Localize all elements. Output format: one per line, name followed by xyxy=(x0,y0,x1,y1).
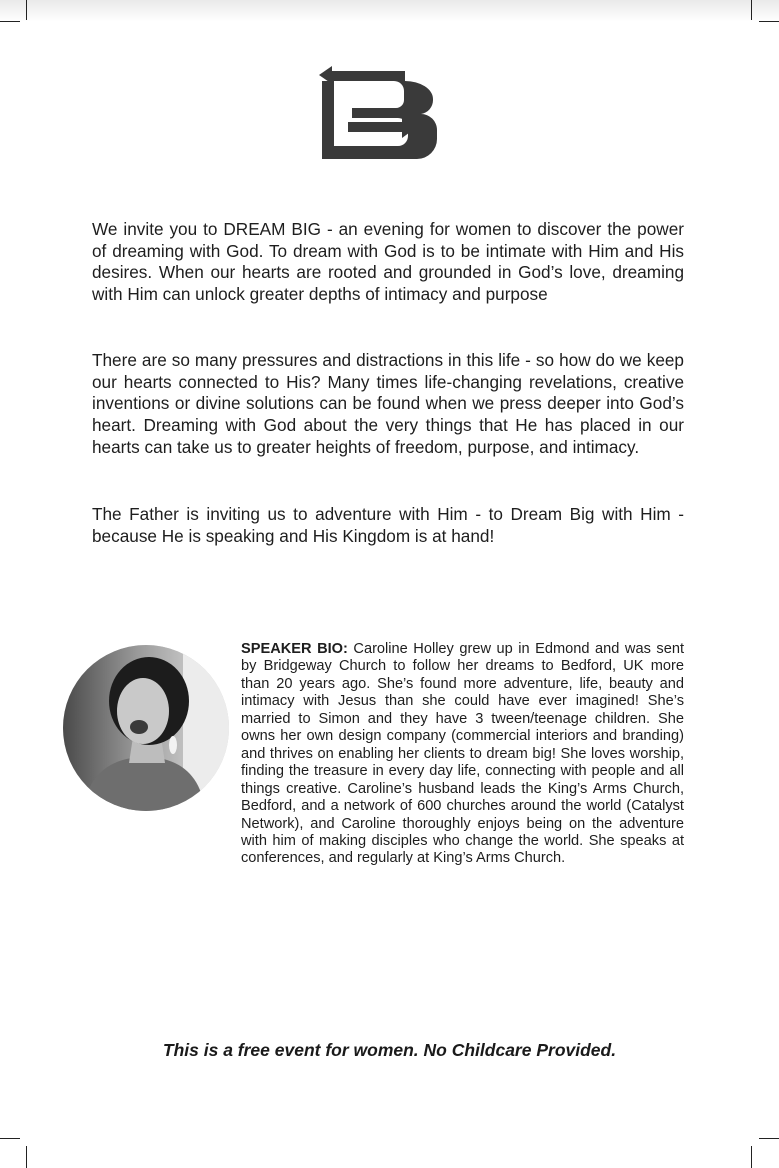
b-arrow-logo-icon xyxy=(318,64,442,160)
intro-paragraph-3: The Father is inviting us to adventure with Him - to Dream Big with Him - because He is speaking and His Kingdom is at hand! xyxy=(92,504,684,546)
crop-mark-top-left-h xyxy=(0,21,20,22)
speaker-photo xyxy=(63,645,229,811)
crop-mark-bottom-left-v xyxy=(26,1146,27,1168)
crop-mark-top-right-v xyxy=(751,0,752,20)
intro-paragraph-2: There are so many pressures and distractions in this life - so how do we keep our hearts connected to His? Many times life-changing revelations, creative inventions or divine solutions can be found when we press deeper into God’s heart. Dreaming with God about the very things that He has placed in our hearts can take us to greater heights of freedom, purpose, and intimacy. xyxy=(92,350,684,457)
crop-mark-top-left-v xyxy=(26,0,27,20)
speaker-bio-label: SPEAKER BIO: xyxy=(241,641,348,657)
crop-mark-top-right-h xyxy=(759,21,779,22)
top-shade xyxy=(0,0,779,22)
crop-mark-bottom-left-h xyxy=(0,1138,20,1139)
speaker-bio xyxy=(241,641,684,868)
crop-mark-bottom-right-h xyxy=(759,1138,779,1139)
crop-mark-bottom-right-v xyxy=(751,1146,752,1168)
logo xyxy=(318,64,442,160)
intro-paragraph-1: We invite you to DREAM BIG - an evening for women to discover the power of dreaming with God. To dream with God is to be intimate with Him and His desires. When our hearts are rooted and grounded in God’s love, dreaming with Him can unlock greater depths of intimacy and purpose xyxy=(92,219,684,305)
footer-note: This is a free event for women. No Childcare Provided. xyxy=(162,1040,617,1060)
speaker-bio-text: Caroline Holley grew up in Edmond and was sent by Bridgeway Church to follow her dreams to Bedford, UK more than 20 years ago. She’s found more adventure, life, beauty and intimacy with Jesus than she could have ever imagined! She’s married to Simon and they have 3 tween/teenage children. She owns her own design company (commercial interiors and branding) and thrives on enabling her clients to dream big! She loves worship, finding the treasure in every day life, connecting with people and all things creative. Caroline’s husband leads the King’s Arms Church, Bedford, and a network of 600 churches around the world (Catalyst Network), and Caroline thoroughly enjoys being on the adventure with him of making disciples who change the world. She speaks at conferences, and regularly at King’s Arms Church. xyxy=(241,641,684,867)
